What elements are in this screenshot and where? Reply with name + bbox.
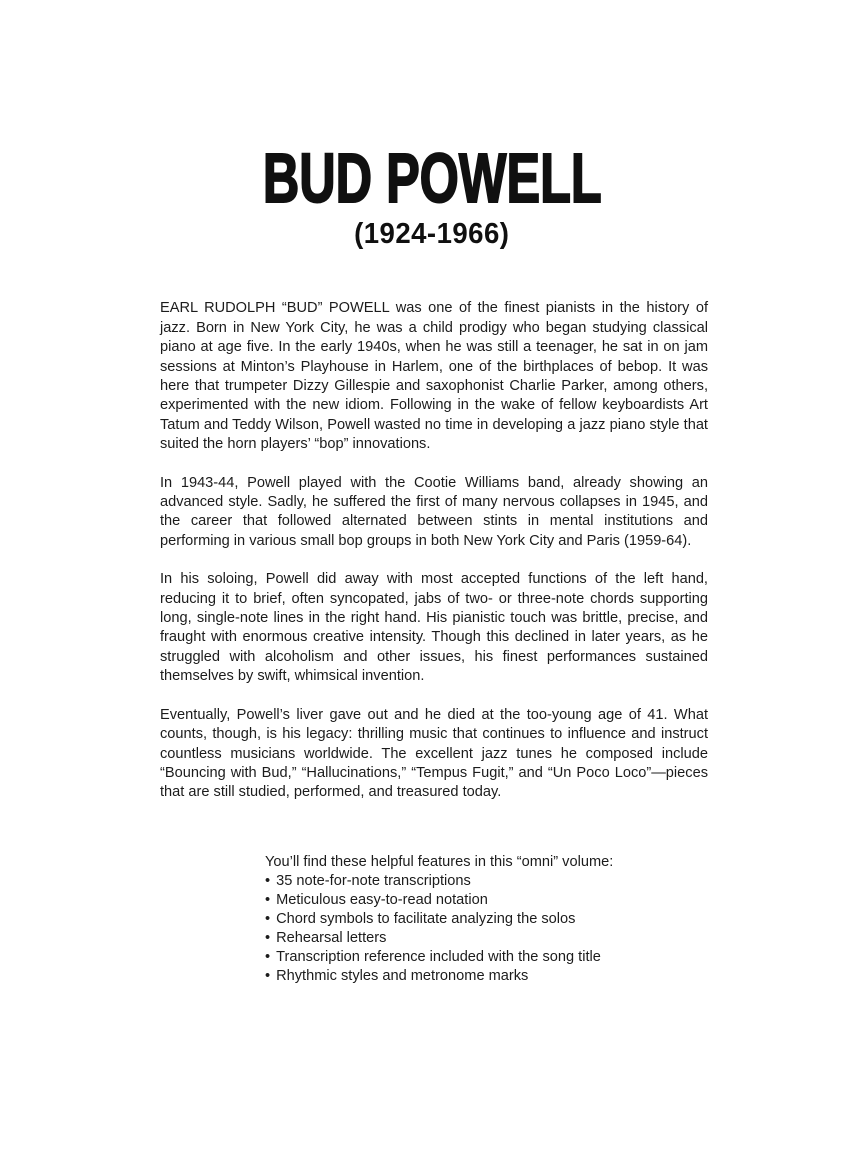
feature-item bbox=[265, 910, 725, 929]
subtitle-wrap bbox=[0, 218, 864, 251]
biography-text bbox=[160, 299, 708, 802]
bullet-icon: • bbox=[265, 948, 271, 965]
feature-item-label: Rhythmic styles and metronome marks bbox=[276, 967, 529, 984]
feature-item bbox=[265, 948, 725, 967]
feature-item-label: Meticulous easy-to-read notation bbox=[276, 891, 488, 908]
features-section bbox=[265, 853, 725, 986]
bullet-icon: • bbox=[265, 967, 271, 984]
feature-item-label: Transcription reference included with the song title bbox=[276, 948, 601, 965]
feature-list bbox=[265, 872, 725, 986]
page-title: BUD POWELL bbox=[262, 139, 602, 217]
feature-item bbox=[265, 872, 725, 891]
feature-item-label: Rehearsal letters bbox=[276, 929, 387, 946]
feature-item bbox=[265, 891, 725, 910]
bullet-icon: • bbox=[265, 872, 271, 889]
bio-paragraph: EARL RUDOLPH “BUD” POWELL was one of the finest pianists in the history of jazz. Born in New York City, he was a child prodigy who began studying classical piano at age five. In the early 1940s, when he was still a teenager, he sat in on jam sessions at Minton’s Playhouse in Harlem, one of the birthplaces of bebop. It was here that trumpeter Dizzy Gillespie and saxophonist Charlie Parker, among others, experimented with the new idiom. Following in the wake of fellow keyboardists Art Tatum and Teddy Wilson, Powell wasted no time in developing a jazz piano style that suited the horn players’ “bop” innovations. bbox=[160, 300, 708, 453]
page-subtitle: (1924-1966) bbox=[354, 218, 510, 251]
feature-item-label: 35 note-for-note transcriptions bbox=[276, 872, 471, 889]
feature-item-label: Chord symbols to facilitate analyzing the solos bbox=[276, 910, 576, 927]
bullet-icon: • bbox=[265, 910, 271, 927]
features-intro: You’ll find these helpful features in this “omni” volume: bbox=[265, 853, 614, 870]
bio-paragraph: Eventually, Powell’s liver gave out and he died at the too-young age of 41. What counts, though, is his legacy: thrilling music that continues to influence and instruct countless musicians worldwide. The excellent jazz tunes he composed include “Bouncing with Bud,” “Hallucinations,” “Tempus Fugit,” and “Un Poco Loco”—pieces that are still studied, performed, and treasured today. bbox=[160, 706, 708, 801]
feature-item bbox=[265, 929, 725, 948]
bio-paragraph: In 1943-44, Powell played with the Cootie Williams band, already showing an advanced style. Sadly, he suffered the first of many nervous collapses in 1945, and the career that followed alternated between stints in mental institutions and performing in various small bop groups in both New York City and Paris (1959-64). bbox=[160, 474, 708, 549]
feature-item bbox=[265, 967, 725, 986]
bullet-icon: • bbox=[265, 891, 271, 908]
header bbox=[0, 0, 864, 251]
bio-paragraph: In his soloing, Powell did away with most accepted functions of the left hand, reducing it to brief, often syncopated, jabs of two- or three-note chords supporting long, single-note lines in the right hand. His pianistic touch was brittle, precise, and fraught with enormous creative intensity. Though this declined in later years, as he struggled with alcoholism and other issues, his finest performances sustained themselves by swift, whimsical invention. bbox=[160, 571, 708, 685]
bullet-icon: • bbox=[265, 929, 271, 946]
